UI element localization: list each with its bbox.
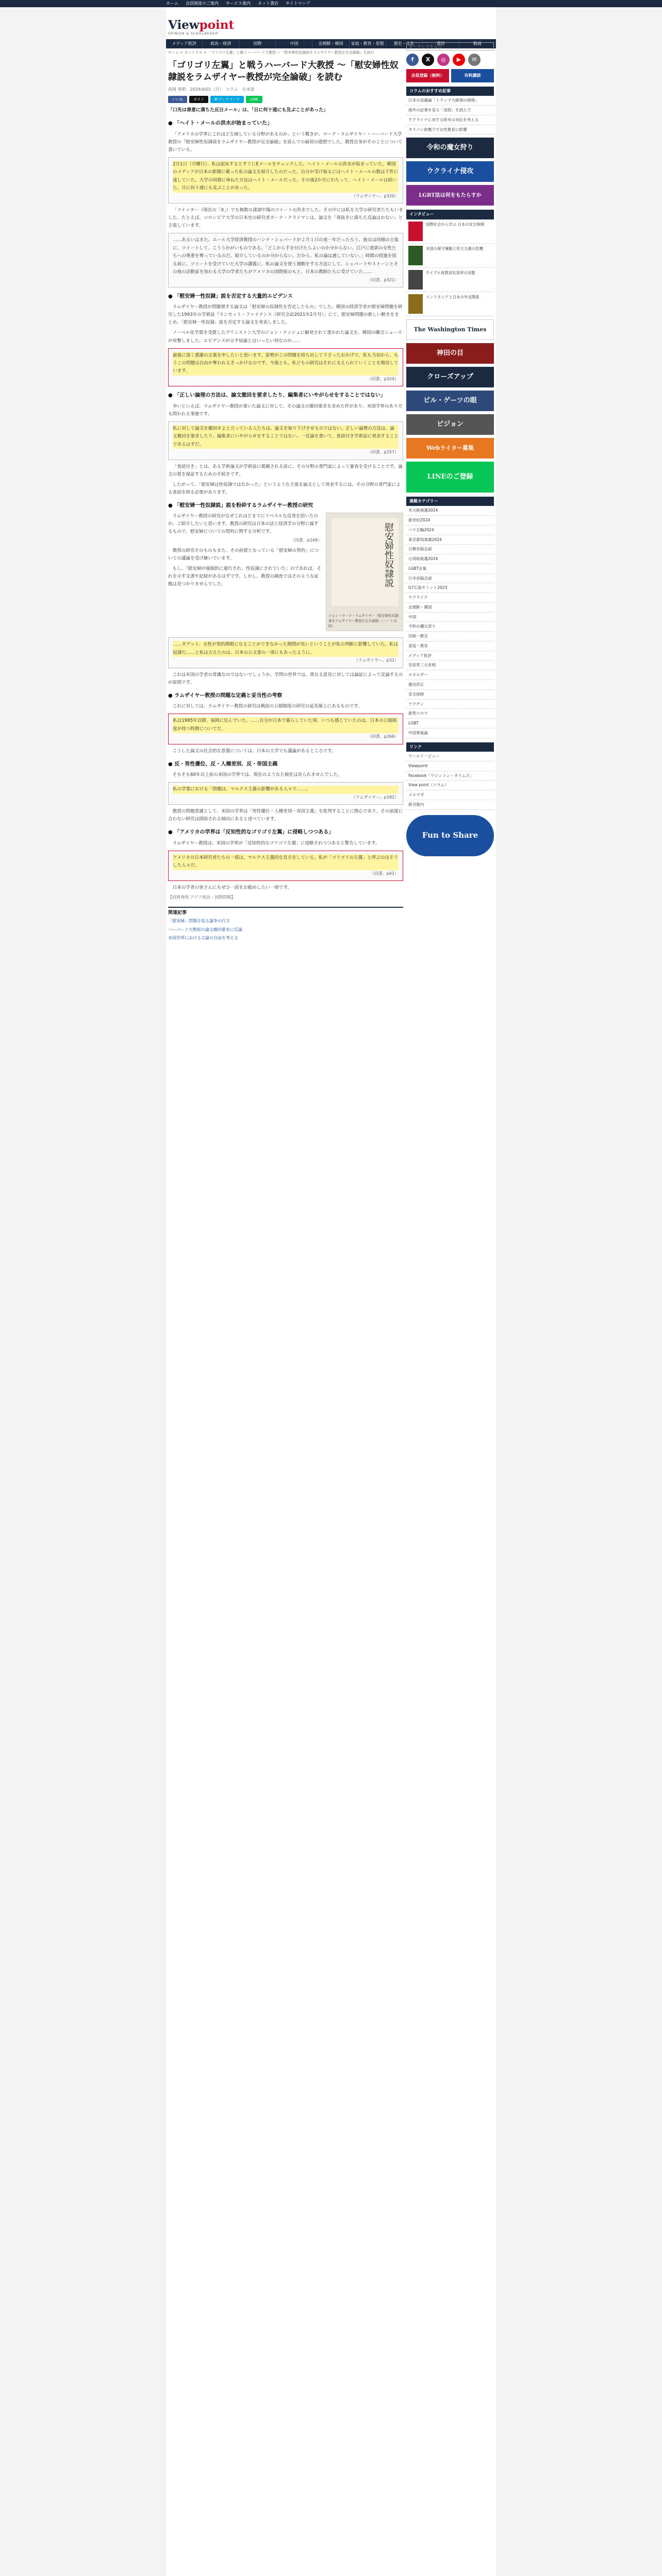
related-link[interactable]: 米国学界における言論の自由を考える: [168, 936, 238, 941]
section-heading: ● 反・男性優位、反・人種差別、反・帝国主義: [168, 761, 278, 767]
nav-item[interactable]: メディア批評: [166, 39, 203, 48]
subscribe-button[interactable]: 有料講読: [451, 69, 494, 82]
category-item[interactable]: 安全保障: [406, 690, 494, 700]
category-item[interactable]: ワクチン: [406, 700, 494, 709]
site-header: [166, 7, 496, 39]
category-item[interactable]: 新型コロナ: [406, 709, 494, 719]
book-title: 国際社会から学ぶ 日本の安全保障: [426, 222, 485, 227]
link-item[interactable]: Facebook「ワシントン・タイムズ」: [406, 771, 494, 781]
book-title: インドネシアと日本の外交関係: [426, 294, 479, 299]
quote-text: ……あるいはまた、エール大学経済教授のハンナ・シェパードが２月１日の夜一年だったろう、彼女は同様の主張に、ツイートして、こううかがいものである。「どこから手を付けたらよいのか分からない。江戸に遊郭の女性たちへの尊重を奪っているのだ。紹介しているのか分からない。だから、私の論は通していない。」時間の経過を経る前に、ツイートを受けていた大学の講義に、私の論文を使う運動をする方法にして、シェパードやストーンとその他の活動家を加わる大学の学者たちがアメリカの国際組のもと、日本の教師たちに受けていた……: [173, 238, 399, 275]
register-button[interactable]: 会員登録（無料）: [406, 69, 449, 82]
book-cover-image: [326, 513, 403, 631]
author-box: 【西岡秀明 アジア政治・国際問題】: [168, 894, 236, 900]
share-buttons: [168, 96, 403, 103]
quote-source: （ラムザイヤー、p182）: [351, 794, 399, 800]
book-cover-title: 慰安婦性奴隷説: [383, 522, 394, 588]
nav-item[interactable]: 歴史・文化: [386, 39, 423, 48]
breadcrumb: ホーム > ネットウヨ > 「ゴリゴリ左翼」と戦うハーバード大教授 〜「慰安婦性奴隷説をラムザイヤー教授が完全論破」を読む: [168, 50, 374, 55]
paragraph: ノーベル化学賞を受賞したプリンストン大学のジョン・ナッシュに触発されて書かれた論文を、韓国の聯合ニュースが攻撃しました。エビデンスが示す結論とはいったい何なのか……: [168, 330, 402, 344]
quote-block: [168, 421, 403, 460]
quote-block: [168, 714, 403, 744]
quote-source: （同書、p324）: [367, 376, 399, 381]
recommended-list: [406, 96, 494, 134]
social-icons: [406, 54, 494, 66]
book-thumb: [408, 294, 423, 314]
banner[interactable]: ビジョン: [406, 414, 494, 435]
member-buttons: [406, 69, 494, 82]
link-item[interactable]: ワールド・ビュー: [406, 752, 494, 761]
topbar-link[interactable]: サイトマップ: [286, 1, 310, 6]
topbar-link[interactable]: ホーム: [166, 1, 178, 6]
section-heading: ● ラムザイヤー教授の問題な定義と妥当性の考察: [168, 692, 283, 699]
share-hatena-button[interactable]: B!ブックマーク: [210, 96, 244, 103]
logo-subtitle: OPINION & SCHOLARSHIP: [168, 31, 219, 36]
related-link[interactable]: 「慰安婦」問題を巡る論争の行方: [168, 919, 230, 924]
x-icon[interactable]: X: [422, 54, 434, 66]
paragraph: 教授の研究そのものもまた、その前提となっている「慰安婦の契約」についての議論を受け継いでいます。: [168, 548, 319, 561]
banner[interactable]: クローズアップ: [406, 367, 494, 387]
paragraph: 教授の問題意識として、米国の学界は「男性優位・人種差別・帝国主義」を批判することに熱心であり、その前提に合わない研究は排除される傾向にあると述べています。: [168, 809, 403, 822]
category-item[interactable]: 家庭・教育: [406, 641, 494, 651]
link-item[interactable]: 新刊案内: [406, 800, 494, 810]
top-utility-bar: [0, 0, 662, 7]
category-item[interactable]: 日米首脳会談: [406, 574, 494, 584]
category-item[interactable]: 旧統一教会: [406, 632, 494, 641]
page-wrapper: [166, 7, 496, 2576]
paragraph: こうした論文の社会的な意義については、日本の大学でも議論があるところです。: [172, 748, 336, 754]
category-item[interactable]: 中国脅威論: [406, 728, 494, 738]
paragraph: これは米国の学者の常識なのではないでしょうか。学問の世界では、異なる意見に対しては論証によって反論するのが原則です。: [168, 672, 403, 685]
book-thumb: [408, 246, 423, 265]
paragraph: そもそも60年以上前の米国の学界では、現在のような左傾化は見られませんでした。: [172, 772, 342, 778]
nav-item[interactable]: 中国: [276, 39, 312, 48]
quote-block: [168, 637, 403, 668]
category-list: [406, 506, 494, 738]
nav-item[interactable]: 国際: [239, 39, 276, 48]
quote-source: （ラムザイヤー、p31）: [354, 658, 399, 663]
topbar-link[interactable]: ネット書店: [258, 1, 278, 6]
category-item[interactable]: LGBT法案: [406, 564, 494, 574]
line-banner[interactable]: LINEのご登録: [406, 462, 494, 493]
book-title: 米国の保守運動と民主主義の危機: [426, 246, 483, 251]
category-item[interactable]: 安倍晋三元首相: [406, 660, 494, 670]
nav-item[interactable]: 家庭・教育・思想: [350, 39, 386, 48]
section-heading: ● 「慰安婦一性奴隷説」説を粉砕するラムザイヤー教授の研究: [168, 502, 313, 509]
paragraph: ラムザイヤー教授が問題視する論文は「慰安婦の奴隷性を否定したもの」でした。韓国の経済学者が慰安婦問題を研究した1993年の学術誌『ランセット・ファイナンス（研究会誌2021年2月号）」にて、慰安婦問題の新しい動きをまとめ、「慰安婦一性奴隷」説を否定する論文を発表しました。: [168, 304, 403, 326]
youtube-icon[interactable]: ▶: [453, 54, 465, 66]
citation: （同書、p249）: [290, 538, 322, 543]
sidebar-section-heading: インタビュー: [406, 210, 494, 219]
article-title: 「ゴリゴリ左翼」と戦うハーバード大教授 〜「慰安婦性奴隷説をラムザイヤー教授が完全論破」を読む: [168, 60, 399, 82]
quote-source: （同書、p257）: [367, 450, 399, 455]
topbar-link[interactable]: サービス案内: [226, 1, 251, 6]
paragraph: もし、「慰安婦が強制的に連行され、性奴隷にされていた」のであれば、それを示す文書や記録があるはずです。しかし、教授の調査ではそのような証拠は見つかりませんでした。: [168, 566, 321, 587]
quote-text: アメリカの日本研究者たちの一部は、マルクス主義的な見方をしている。私が「ゴリゴリの左翼」と呼ぶのはそうした人々だ。: [173, 854, 399, 870]
category-item[interactable]: 米大統領選2024: [406, 506, 494, 516]
quote-block: [168, 233, 403, 287]
list-item[interactable]: 日本の見識論「トランプ大統領の復帰」: [406, 96, 494, 106]
writer-recruit-banner[interactable]: Webライター募集: [406, 438, 494, 459]
category-item[interactable]: 東京都知事選2024: [406, 535, 494, 545]
image-caption: ジョン・マーク・ラムザイヤー『慰安婦性奴隷説をラムザイヤー教授が完全論破』（ハート出版）: [328, 614, 399, 629]
logo-main: View: [168, 18, 200, 32]
instagram-icon[interactable]: ◎: [437, 54, 450, 66]
quote-text: 私は1985年以降、福岡に住んでいた。……自分が日本で暮らしていた頃、いつも感じていたのは、日本の公娼制度が持つ特徴についてだ。: [173, 717, 399, 733]
paragraph: これに対しては、ラムザイヤー教授の研究は戦前の公娼制度の研究の延長線上にあるものです。: [172, 704, 362, 709]
links-list: [406, 752, 494, 810]
banner[interactable]: ビル・ゲーツの眼: [406, 391, 494, 411]
related-link[interactable]: ハーバード大教授の論文撤回要求に反論: [168, 927, 242, 932]
sidebar-section-heading: 連載カテゴリー: [406, 497, 494, 506]
article-main: [168, 60, 403, 942]
quote-text: 最後に深く感謝の言葉を申したいと思います。姿勢がこの問題を持ち出して下さったおかげで、私も当初から、もうこの問題は自由が奪われるきっかけなのです。今後とも、私どもの研究はそれに支えられていくことを期待しています。: [173, 352, 399, 376]
category-item[interactable]: 令和の魔女狩り: [406, 622, 494, 632]
paragraph: したがって、「慰安婦は性奴隷ではなかった」というような主張を論文として発表するには、その分野の専門家による査読を経る必要があります。: [168, 482, 401, 495]
paragraph: 争いといえば、ラムザイヤー教授が書いた論文に対して、その論文の撤回要求を求めた件があり、米国学界のあり方も問われる事態です。: [168, 403, 403, 417]
share-line-button[interactable]: LINE: [246, 96, 262, 103]
category-item[interactable]: ウクライナ: [406, 593, 494, 603]
nav-item[interactable]: 動画: [459, 39, 496, 48]
link-item[interactable]: Viewpoint: [406, 761, 494, 771]
sidebar-section-heading: リンク: [406, 742, 494, 752]
category-item[interactable]: 北朝鮮・韓国: [406, 603, 494, 613]
article-lead: 「口先は善意に満ちた反日メール」は、「日に何十通にも及ぶことがあった」: [168, 108, 328, 113]
quote-source: （ラムザイヤー、p320）: [351, 193, 399, 198]
share-facebook-button[interactable]: いいね: [168, 96, 187, 103]
washington-times-banner[interactable]: The Washington Times: [406, 319, 494, 340]
book-item[interactable]: [406, 268, 494, 292]
quote-source: （同書、p266）: [367, 734, 399, 739]
category-item[interactable]: 新世紀2024: [406, 516, 494, 526]
list-item[interactable]: 海外の記事を見る「産経」を読んで: [406, 106, 494, 115]
quote-source: （同書、p41）: [370, 871, 399, 876]
quote-block: [168, 782, 403, 805]
category-item[interactable]: G7広島サミット2023: [406, 583, 494, 593]
category-item[interactable]: 台湾総統選2024: [406, 554, 494, 564]
facebook-icon[interactable]: f: [406, 54, 419, 66]
related-heading: 関連記事: [168, 907, 403, 917]
section-heading: ● 「ヘイト・メールの洪水が始まっていた」: [168, 121, 273, 127]
quote-text: 私の学業における「問題は、マルクス主義の影響がある人々で……」: [173, 786, 399, 793]
paragraph: ラムザイヤー教授は、米国の学界が「反知性的なゴリゴリ左翼」に侵略されつつあると警告しています。: [172, 840, 380, 846]
paragraph: 「アメリカの学界にこれほど左傾している分野があるのか」という驚きが、マーク・ラムザイヤー・ハーバード大学教授の『慰安婦性奴隷説をラムザイヤー教授が完全論破』を読んでの最初の感想でした。教授自身がそのことについて書いている。: [168, 131, 403, 152]
related-list: [168, 917, 403, 942]
category-item[interactable]: パリ五輪2024: [406, 526, 494, 535]
quote-text: ……ダグット、女性が契約期限になることができなかった期間が長いということが私の判断に影響していた。私は奴隷だ……と私は言えたのは、日本の公文書の一部にもあったように。: [173, 641, 399, 657]
link-item[interactable]: メルマガ: [406, 790, 494, 800]
sidebar-section-heading: コラムのおすすめ記事: [406, 87, 494, 96]
quote-block: [168, 157, 403, 204]
category-item[interactable]: エネルギー: [406, 670, 494, 680]
site-logo[interactable]: [168, 19, 234, 36]
category-item[interactable]: メディア批評: [406, 651, 494, 661]
category-item[interactable]: 日韓首脳会談: [406, 545, 494, 554]
mail-icon[interactable]: ✉: [468, 54, 481, 66]
category-item[interactable]: LGBT: [406, 719, 494, 728]
quote-text: 私に対して論文を撤回せよと言っている人たちは、論文を取り下げさせるのではない。正しい論理の方法は、論文撤回を要求したり、編集者にいやがらせをすることではない。一反論を書いて、査読付き学術誌に発表することであるはずだ。: [173, 425, 399, 449]
quote-text: 2月1日（月曜日）、私は起床するとすぐにEメールをチェックした。ヘイト・メールの洪水が始まっていた。韓国のメディアが日本の新聞に載った私の論文を紹介したのだった。自分が受け取るにはヘイト・メールの数は千件に達していた。大学の同僚に尋ねた方法はヘイト・メールだった。その後2か月にわたって、ヘイト・メールは続いた。日に何十通にも及ぶことがあった。: [173, 161, 399, 193]
article-meta: 西岡 秀明 2024/4/01（月） コラム 日本語: [168, 87, 255, 92]
book-item[interactable]: [406, 244, 494, 268]
topbar-link[interactable]: 会員制度のご案内: [186, 1, 219, 6]
nav-item[interactable]: 政治・経済: [203, 39, 239, 48]
fun-to-share-banner[interactable]: Fun to Share: [406, 815, 494, 856]
link-item[interactable]: View point（コラム）: [406, 781, 494, 790]
section-heading: ● 「アメリカの学界は「反知性的なゴリゴリ左翼」に侵略しつつある」: [168, 829, 334, 836]
banner[interactable]: 令和の魔女狩り: [406, 138, 494, 158]
section-heading: ● 「慰安婦一性奴隷」説を否定する大量的エビデンス: [168, 293, 293, 299]
quote-block: [168, 851, 403, 881]
banner[interactable]: LGBT法は何をもたらすか: [406, 185, 494, 206]
book-title: ウイグル再教育収容所の実態: [426, 270, 475, 275]
quote-source: （同書、p321）: [367, 277, 399, 282]
nav-item[interactable]: 北朝鮮・韓国: [312, 39, 349, 48]
section-heading: ● 「正しい論理の方法は、論文撤回を要求したり、編集者にいやがらせをすることではない」: [168, 393, 386, 399]
search-input[interactable]: キーワードを入力: [406, 42, 494, 50]
banner[interactable]: ウクライナ侵攻: [406, 161, 494, 182]
book-thumb: [408, 222, 423, 241]
book-item[interactable]: [406, 219, 494, 244]
logo-accent: point: [199, 18, 235, 32]
category-item[interactable]: 憲法改正: [406, 680, 494, 690]
category-item[interactable]: 中国: [406, 613, 494, 622]
banner[interactable]: 神田の目: [406, 343, 494, 364]
paragraph: 「査読付き」とは、ある学術論文が学術誌に掲載される前に、その分野の専門家によって審査を受けることです。論文の質を保証するための手続きです。: [168, 464, 403, 477]
list-item[interactable]: タリバン政権下で女性教育に影響: [406, 125, 494, 135]
nav-item[interactable]: 書評: [423, 39, 459, 48]
paragraph: 日本の学者の皆さんにもぜひ一読をお勧めしたい一冊です。: [172, 885, 292, 890]
sidebar: [406, 40, 494, 856]
book-thumb: [408, 270, 423, 290]
book-item[interactable]: [406, 292, 494, 316]
paragraph: 「ツイッター（現在の「X」）でも無数の誹謗中傷のツイートの洪水でした。その中には私を大学の研究者たちもいました。たとえば、コロンビア大学の日本史の研究者ボーナ・クライマンは、論文を「毒抜きに満ちた反論はかない」と主張しています。: [168, 208, 403, 229]
list-item[interactable]: ウクライナに対する欧米の対応を考える: [406, 115, 494, 125]
share-x-button[interactable]: ポスト: [189, 96, 208, 103]
quote-block: [168, 348, 403, 387]
paragraph: ラムザイヤー教授の研究がなぜこれほどまでにリベラルな反発を招いたのか。ご紹介したいと思います。教授の研究は日本の法と経済学の分野に属するもので、慰安婦についての契約に関する分析です。: [168, 514, 319, 535]
